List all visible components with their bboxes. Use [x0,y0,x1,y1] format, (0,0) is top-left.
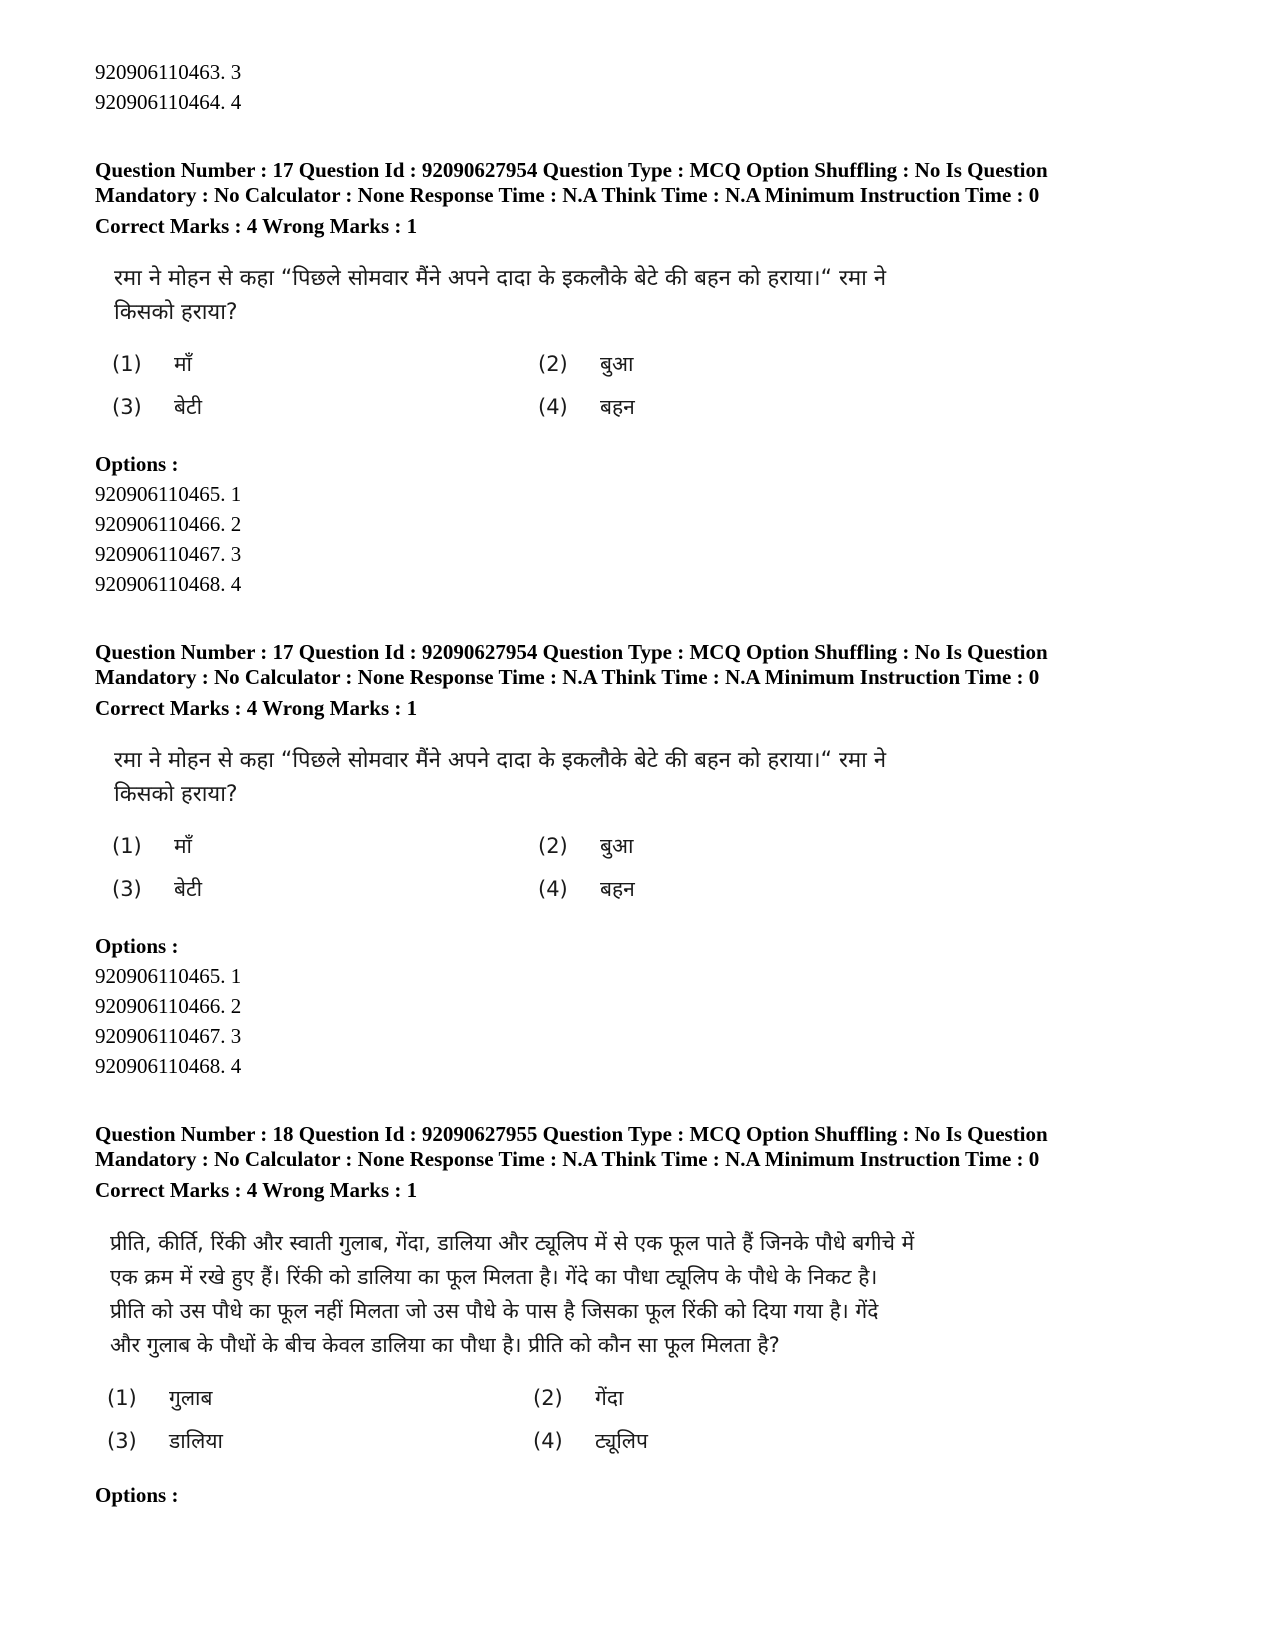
option-line: 920906110465. 1 [95,482,242,506]
choice-2 [538,832,633,860]
choice-number: (4) [533,1429,563,1453]
choice-number: (2) [538,834,568,858]
choice-text: गेंदा [595,1386,624,1410]
choice-number: (2) [538,352,568,376]
choice-text: गुलाब [169,1386,213,1410]
meta-line-2: Mandatory : No Calculator : None Response Time : N.A Think Time : N.A Minimum Instruction Time : 0 [95,1147,1040,1171]
option-line: 920906110463. 3 [95,60,242,84]
meta-line-1: Question Number : 18 Question Id : 92090627955 Question Type : MCQ Option Shuffling : No Is Question [95,1122,1048,1146]
option-line: 920906110468. 4 [95,1054,242,1078]
option-line: 920906110466. 2 [95,994,242,1018]
choice-text: माँ [174,352,192,376]
meta-line-3: Correct Marks : 4 Wrong Marks : 1 [95,696,418,720]
options-label: Options : [95,1483,179,1507]
choice-number: (1) [112,834,142,858]
option-line: 920906110468. 4 [95,572,242,596]
options-label: Options : [95,452,179,476]
choice-text: बहन [600,877,635,901]
choice-text: बेटी [174,877,203,901]
question-text [114,744,1064,812]
question-text-line: और गुलाब के पौधों के बीच केवल डालिया का पौधा है। प्रीति को कौन सा फूल मिलता है? [110,1333,780,1357]
choice-number: (3) [112,395,142,419]
question-text-line: एक क्रम में रखे हुए हैं। रिंकी को डालिया का फूल मिलता है। गेंदे का पौधा ट्यूलिप के पौधे के निकट है। [110,1265,878,1289]
question-meta [95,158,1205,239]
choice-3 [112,875,202,903]
choice-number: (1) [112,352,142,376]
choice-2 [533,1384,623,1412]
choice-1 [112,350,192,378]
choice-3 [112,393,202,421]
question-meta [95,1122,1205,1203]
question-text-line: प्रीति, कीर्ति, रिंकी और स्वाती गुलाब, गेंदा, डालिया और ट्यूलिप में से एक फूल पाते हैं जिनके पौधे बगीचे में [110,1231,915,1255]
choice-text: माँ [174,834,192,858]
option-line: 920906110467. 3 [95,542,242,566]
choice-number: (4) [538,877,568,901]
question-text [110,1226,1110,1362]
question-text-line: रमा ने मोहन से कहा “पिछले सोमवार मैंने अपने दादा के इकलौके बेटे की बहन को हराया।“ रमा ने [114,748,887,773]
question-text-line: किसको हराया? [114,782,238,807]
question-meta [95,640,1205,721]
choice-number: (2) [533,1386,563,1410]
options-label: Options : [95,934,179,958]
choice-text: बहन [600,395,635,419]
meta-line-3: Correct Marks : 4 Wrong Marks : 1 [95,214,418,238]
option-line: 920906110464. 4 [95,90,242,114]
option-line: 920906110467. 3 [95,1024,242,1048]
meta-line-2: Mandatory : No Calculator : None Response Time : N.A Think Time : N.A Minimum Instruction Time : 0 [95,183,1040,207]
question-text-line: प्रीति को उस पौधे का फूल नहीं मिलता जो उस पौधे के पास है जिसका फूल रिंकी को दिया गया है। गेंदे [110,1299,879,1323]
choice-text: बुआ [600,352,634,376]
question-text [114,262,1064,330]
choice-text: बुआ [600,834,634,858]
choice-text: बेटी [174,395,203,419]
meta-line-2: Mandatory : No Calculator : None Response Time : N.A Think Time : N.A Minimum Instruction Time : 0 [95,665,1040,689]
choice-4 [533,1427,648,1455]
choice-number: (3) [107,1429,137,1453]
choice-text: ट्यूलिप [595,1429,648,1453]
question-text-line: रमा ने मोहन से कहा “पिछले सोमवार मैंने अपने दादा के इकलौके बेटे की बहन को हराया।“ रमा ने [114,266,887,291]
choice-4 [538,393,635,421]
choice-1 [107,1384,213,1412]
option-line: 920906110465. 1 [95,964,242,988]
option-line: 920906110466. 2 [95,512,242,536]
choice-4 [538,875,635,903]
question-text-line: किसको हराया? [114,300,238,325]
meta-line-1: Question Number : 17 Question Id : 92090627954 Question Type : MCQ Option Shuffling : No Is Question [95,158,1048,182]
choice-text: डालिया [169,1429,223,1453]
meta-line-3: Correct Marks : 4 Wrong Marks : 1 [95,1178,418,1202]
meta-line-1: Question Number : 17 Question Id : 92090627954 Question Type : MCQ Option Shuffling : No Is Question [95,640,1048,664]
choice-3 [107,1427,223,1455]
choice-number: (4) [538,395,568,419]
choice-number: (1) [107,1386,137,1410]
choice-2 [538,350,633,378]
choice-number: (3) [112,877,142,901]
choice-1 [112,832,192,860]
